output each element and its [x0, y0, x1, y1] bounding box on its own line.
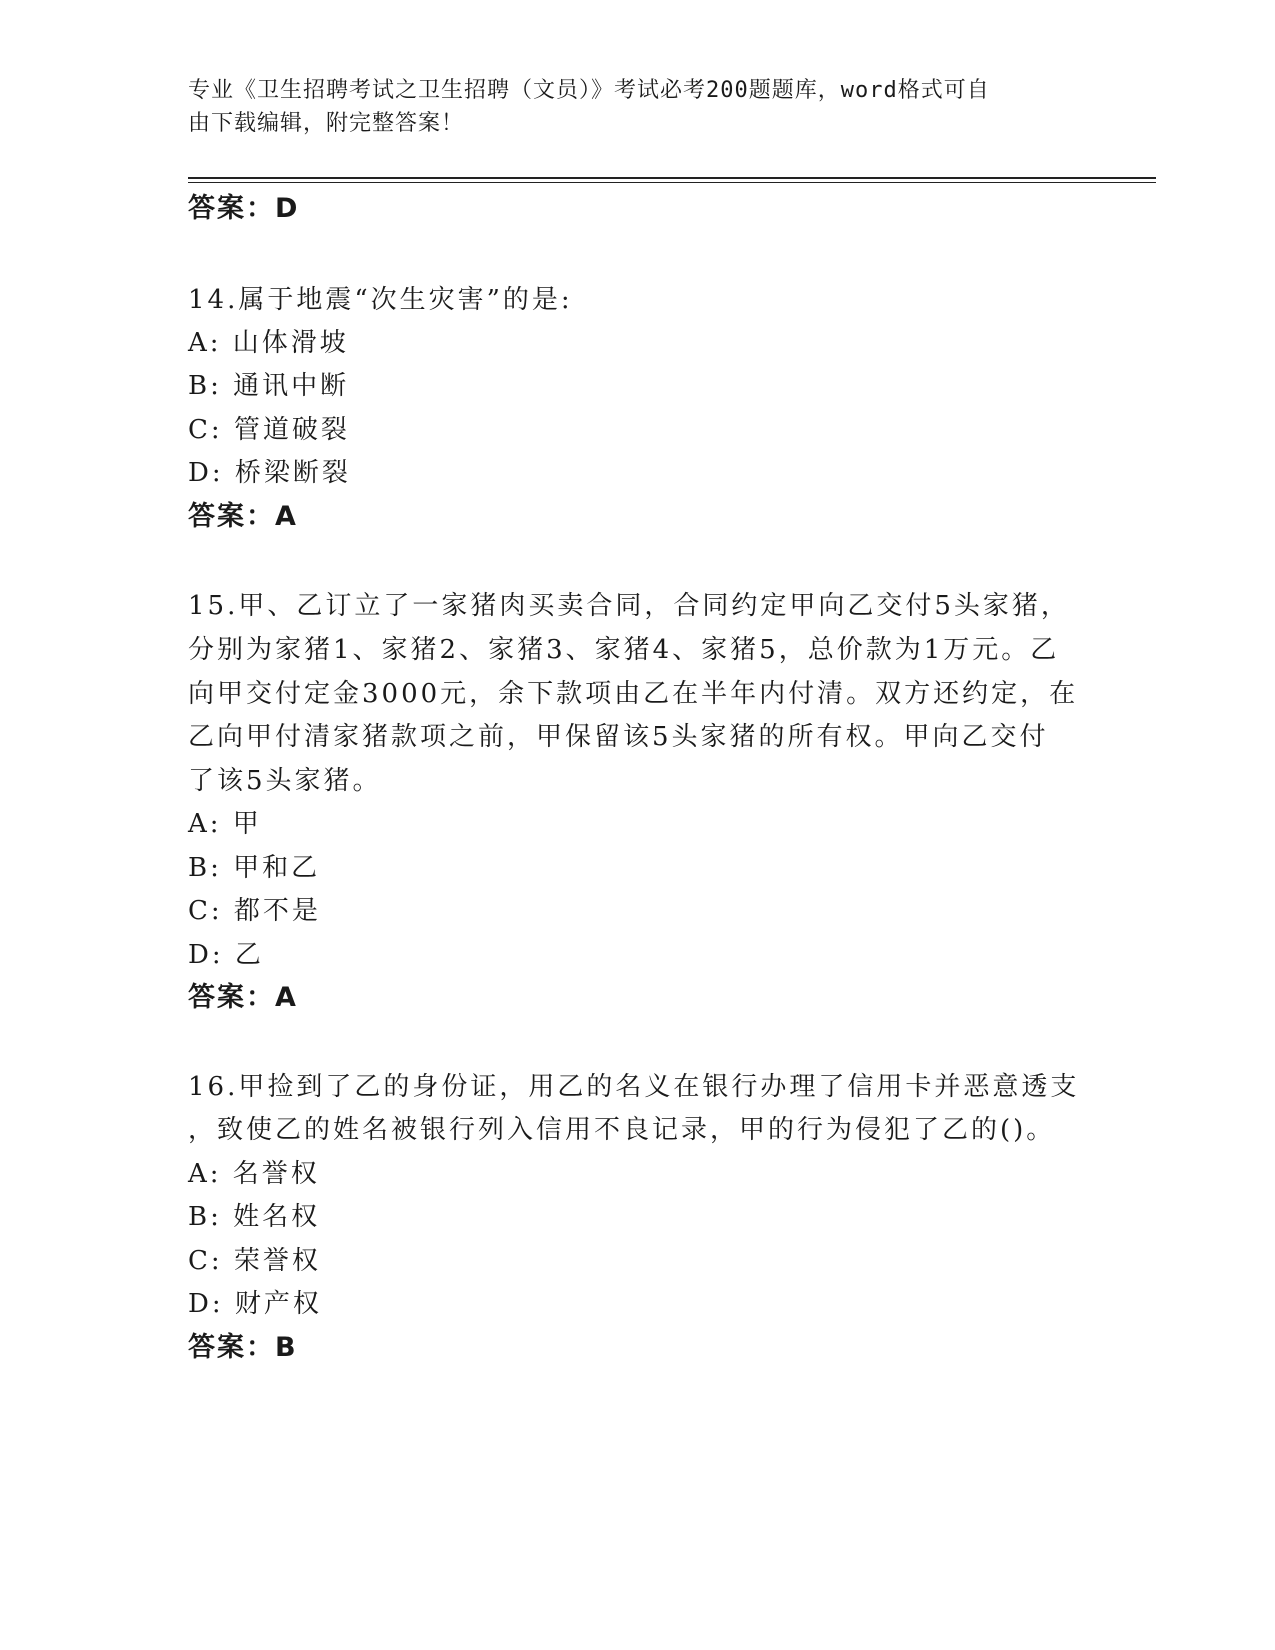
question-15-option-c: C: 都不是 [188, 896, 321, 926]
document-header [188, 74, 1068, 140]
question-14-option-d: D: 桥梁断裂 [188, 458, 351, 488]
question-15-option-b: B: 甲和乙 [188, 853, 321, 883]
question-14-option-a: A: 山体滑坡 [188, 328, 349, 358]
question-16-option-c: C: 荣誉权 [188, 1246, 321, 1276]
question-16-option-d: D: 财产权 [188, 1289, 322, 1319]
question-16-option-b: B: 姓名权 [188, 1202, 321, 1232]
previous-answer: 答案：D [188, 193, 300, 224]
question-15-option-d: D: 乙 [188, 940, 264, 970]
question-15-answer: 答案：A [188, 982, 298, 1013]
question-15-text-line-2: 分别为家猪1、家猪2、家猪3、家猪4、家猪5，总价款为1万元。乙 [188, 635, 1060, 665]
header-rule-thick [188, 177, 1156, 179]
question-14-option-c: C: 管道破裂 [188, 415, 350, 445]
question-14-answer: 答案：A [188, 501, 298, 532]
question-14-option-b: B: 通讯中断 [188, 371, 350, 401]
question-15-text-line-3: 向甲交付定金3000元，余下款项由乙在半年内付清。双方还约定，在 [188, 679, 1079, 709]
question-14-text: 14.属于地震“次生灾害”的是: [188, 285, 573, 315]
question-16-answer: 答案：B [188, 1332, 298, 1363]
header-line-2: 由下载编辑，附完整答案！ [188, 111, 465, 136]
question-15-text-line-5: 了该5头家猪。 [188, 766, 382, 796]
question-15-option-a: A: 甲 [188, 809, 262, 839]
question-16-option-a: A: 名誉权 [188, 1159, 320, 1189]
question-16-text-line-2: ，致使乙的姓名被银行列入信用不良记录，甲的行为侵犯了乙的()。 [188, 1115, 1056, 1145]
question-16-text-line-1: 16.甲捡到了乙的身份证，用乙的名义在银行办理了信用卡并恶意透支 [188, 1072, 1080, 1102]
question-15-text-line-1: 15.甲、乙订立了一家猪肉买卖合同，合同约定甲向乙交付5头家猪， [188, 591, 1070, 621]
header-rule-thin [188, 182, 1156, 183]
question-15-text-line-4: 乙向甲付清家猪款项之前，甲保留该5头家猪的所有权。甲向乙交付 [188, 722, 1049, 752]
header-line-1: 专业《卫生招聘考试之卫生招聘（文员）》考试必考200题题库，word格式可自 [188, 78, 990, 103]
